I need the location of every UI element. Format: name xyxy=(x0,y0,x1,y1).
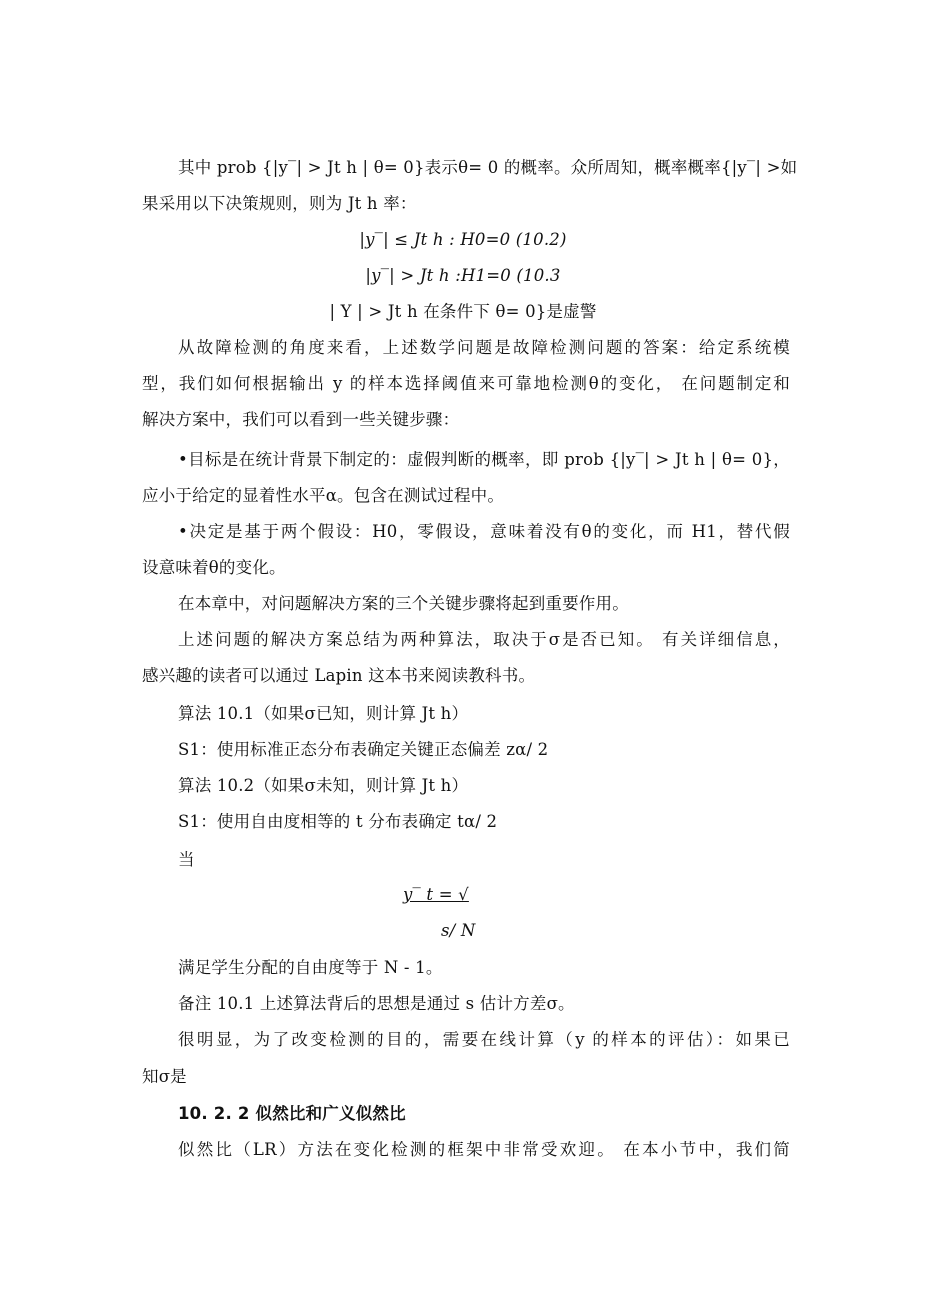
paragraph-line: 型，我们如何根据输出 y 的样本选择阈值来可靠地检测θ的变化， 在问题制定和 xyxy=(142,374,790,393)
paragraph-line: 感兴趣的读者可以通过 Lapin 这本书来阅读教科书。 xyxy=(142,666,536,685)
paragraph-line: 满足学生分配的自由度等于 N - 1。 xyxy=(178,958,443,977)
paragraph-line: 其中 prob {|y‾| > Jt h | θ= 0}表示θ= 0 的概率。众所周知，概率概率{|y‾| >如 xyxy=(178,158,798,177)
equation-10-3: |y‾| > Jt h :H1=0 (10.3 xyxy=(365,266,561,285)
paragraph-line: 很明显，为了改变检测的目的，需要在线计算（y 的样本的评估）：如果已 xyxy=(178,1030,790,1049)
t-formula-numerator: y‾ t = √ xyxy=(403,885,469,904)
bullet-item: •目标是在统计背景下制定的：虚假判断的概率，即 prob {|y‾| > Jt h | θ= 0}， xyxy=(178,450,790,469)
paragraph-line: 当 xyxy=(178,850,195,869)
paragraph-line: 设意味着θ的变化。 xyxy=(142,558,286,577)
paragraph-line: 知σ是 xyxy=(142,1067,187,1086)
equation-10-2: |y‾| ≤ Jt h : H0=0 (10.2) xyxy=(359,230,567,249)
algorithm-title: 算法 10.2（如果σ未知，则计算 Jt h） xyxy=(178,776,469,795)
section-heading: 10. 2. 2 似然比和广义似然比 xyxy=(178,1104,406,1123)
algorithm-step: S1：使用自由度相等的 t 分布表确定 tα/ 2 xyxy=(178,812,498,831)
algorithm-title: 算法 10.1（如果σ已知，则计算 Jt h） xyxy=(178,704,469,723)
paragraph-line: 果采用以下决策规则，则为 Jt h 率： xyxy=(142,194,417,213)
bullet-item: •决定是基于两个假设：H0，零假设，意味着没有θ的变化，而 H1，替代假 xyxy=(178,522,790,541)
paragraph-line: 上述问题的解决方案总结为两种算法，取决于σ是否已知。 有关详细信息， xyxy=(178,630,790,649)
paragraph-line: 应小于给定的显着性水平α。包含在测试过程中。 xyxy=(142,486,505,505)
t-formula-denominator: s/ N xyxy=(441,921,476,940)
paragraph-line: 从故障检测的角度来看，上述数学问题是故障检测问题的答案：给定系统模 xyxy=(178,338,790,357)
paragraph-line: 在本章中，对问题解决方案的三个关键步骤将起到重要作用。 xyxy=(178,594,629,613)
remark-line: 备注 10.1 上述算法背后的思想是通过 s 估计方差σ。 xyxy=(178,994,575,1013)
paragraph-line: 解决方案中，我们可以看到一些关键步骤： xyxy=(142,410,460,429)
algorithm-step: S1：使用标准正态分布表确定关键正态偏差 zα/ 2 xyxy=(178,740,549,759)
paragraph-line: 似然比（LR）方法在变化检测的框架中非常受欢迎。 在本小节中，我们简 xyxy=(178,1140,790,1159)
false-alarm-line: | Y | > Jt h 在条件下 θ= 0}是虚警 xyxy=(329,302,597,321)
